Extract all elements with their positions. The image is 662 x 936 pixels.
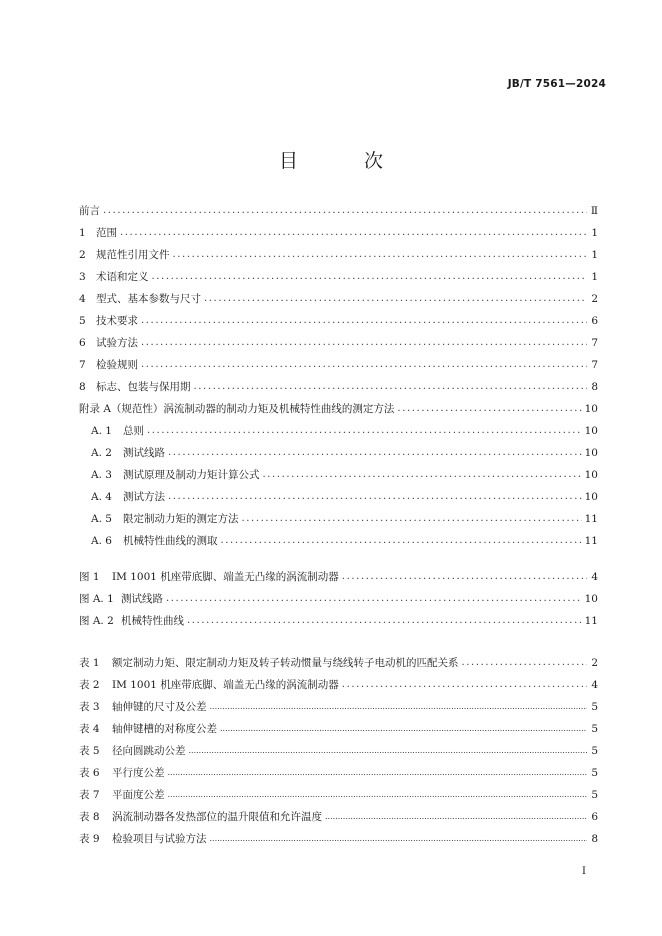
page-number: I xyxy=(582,866,586,877)
toc-entry-title: 附录 A（规范性）涡流制动器的制动力矩及机械特性曲线的测定方法 xyxy=(79,403,395,415)
table-entry[interactable] xyxy=(79,718,598,736)
page-title: 目 次 xyxy=(278,150,414,172)
toc-entry-number: 4 xyxy=(79,293,86,305)
toc-entry-title: 测试方法 xyxy=(123,491,165,503)
toc-entry-annex-a[interactable] xyxy=(79,398,598,416)
toc-entry-number: A. 5 xyxy=(91,513,112,525)
toc-page-number: 1 xyxy=(591,227,598,239)
dot-leader xyxy=(242,512,582,526)
toc-entry-number: 6 xyxy=(79,337,86,349)
toc-page-number: 2 xyxy=(591,293,598,305)
toc-entry[interactable] xyxy=(79,332,598,350)
toc-page-number: 8 xyxy=(591,833,598,845)
toc-entry-number: 5 xyxy=(79,315,86,327)
standard-code: JB/T 7561—2024 xyxy=(507,78,606,90)
table-number: 表 6 xyxy=(79,767,100,779)
toc-entry-title: 限定制动力矩的测定方法 xyxy=(123,513,239,525)
table-entry[interactable] xyxy=(79,828,598,846)
dot-leader xyxy=(189,744,588,758)
dot-leader xyxy=(168,766,588,780)
toc-entry[interactable] xyxy=(79,354,598,372)
figure-entry[interactable] xyxy=(79,588,598,606)
toc-page-number: 10 xyxy=(584,491,598,503)
dot-leader xyxy=(342,570,587,584)
dot-leader xyxy=(147,424,582,438)
toc-page-number: 5 xyxy=(591,745,598,757)
dot-leader xyxy=(166,592,582,606)
toc-subentry[interactable] xyxy=(91,464,598,482)
dot-leader xyxy=(168,446,582,460)
toc-entry-title: 前言 xyxy=(79,205,100,217)
figure-title: 机械特性曲线 xyxy=(121,615,184,627)
toc-entry-title: 范围 xyxy=(96,227,117,239)
dot-leader xyxy=(152,270,588,284)
toc-page-number: 10 xyxy=(584,425,598,437)
toc-entry-title: 技术要求 xyxy=(96,315,138,327)
toc-entry-number: 7 xyxy=(79,359,86,371)
table-title: 额定制动力矩、限定制动力矩及转子转动惯量与绕线转子电动机的匹配关系 xyxy=(112,657,459,669)
table-number: 表 8 xyxy=(79,811,100,823)
table-title: 平面度公差 xyxy=(112,789,165,801)
toc-page-number: Ⅱ xyxy=(590,205,598,217)
toc-page-number: 10 xyxy=(584,469,598,481)
toc-entry[interactable] xyxy=(79,266,598,284)
dot-leader xyxy=(263,468,582,482)
toc-page-number: 7 xyxy=(591,337,598,349)
toc-page-number: 2 xyxy=(591,657,598,669)
table-title: IM 1001 机座带底脚、端盖无凸缘的涡流制动器 xyxy=(112,679,339,691)
toc-entry-title: 测试原理及制动力矩计算公式 xyxy=(123,469,260,481)
toc-subentry[interactable] xyxy=(91,486,598,504)
dot-leader xyxy=(220,722,587,736)
toc-page-number: 10 xyxy=(584,403,598,415)
table-entry[interactable] xyxy=(79,806,598,824)
table-title: 径向圆跳动公差 xyxy=(112,745,186,757)
toc-entry-title: 规范性引用文件 xyxy=(96,249,170,261)
toc-page-number: 5 xyxy=(591,701,598,713)
dot-leader xyxy=(397,402,581,416)
toc-entry-title: 机械特性曲线的测取 xyxy=(123,535,218,547)
toc-subentry[interactable] xyxy=(91,420,598,438)
dot-leader xyxy=(221,534,582,548)
table-entry[interactable] xyxy=(79,740,598,758)
table-entry[interactable] xyxy=(79,652,598,670)
toc-entry-number: A. 1 xyxy=(91,425,112,437)
table-number: 表 4 xyxy=(79,723,100,735)
table-number: 表 9 xyxy=(79,833,100,845)
figure-title: 测试线路 xyxy=(121,593,163,605)
dot-leader xyxy=(194,380,588,394)
toc-entry[interactable] xyxy=(79,222,598,240)
toc-entry-title: 型式、基本参数与尺寸 xyxy=(96,293,201,305)
toc-page-number: 8 xyxy=(591,381,598,393)
dot-leader xyxy=(342,678,587,692)
toc-page-number: 11 xyxy=(584,535,598,547)
table-entry[interactable] xyxy=(79,674,598,692)
dot-leader xyxy=(168,490,582,504)
toc-entry-number: A. 4 xyxy=(91,491,112,503)
table-title: 轴伸键的尺寸及公差 xyxy=(112,701,207,713)
figure-title: IM 1001 机座带底脚、端盖无凸缘的涡流制动器 xyxy=(112,571,339,583)
toc-entry[interactable] xyxy=(79,288,598,306)
toc-page-number: 6 xyxy=(591,315,598,327)
table-entry[interactable] xyxy=(79,696,598,714)
toc-page-number: 6 xyxy=(591,811,598,823)
toc-entry-title: 测试线路 xyxy=(123,447,165,459)
table-entry[interactable] xyxy=(79,784,598,802)
dot-leader xyxy=(325,810,587,824)
table-title: 平行度公差 xyxy=(112,767,165,779)
dot-leader xyxy=(141,314,587,328)
table-title: 检验项目与试验方法 xyxy=(112,833,207,845)
table-number: 表 2 xyxy=(79,679,100,691)
dot-leader xyxy=(103,204,587,218)
dot-leader xyxy=(210,700,588,714)
dot-leader xyxy=(141,358,587,372)
table-number: 表 3 xyxy=(79,701,100,713)
toc-page-number: 11 xyxy=(584,615,598,627)
toc-entry-number: 1 xyxy=(79,227,86,239)
toc-entry-number: A. 2 xyxy=(91,447,112,459)
toc-entry-number: A. 6 xyxy=(91,535,112,547)
dot-leader xyxy=(187,614,582,628)
toc-page-number: 7 xyxy=(591,359,598,371)
dot-leader xyxy=(120,226,587,240)
table-number: 表 5 xyxy=(79,745,100,757)
toc-entry-title: 试验方法 xyxy=(96,337,138,349)
toc-entry[interactable] xyxy=(79,310,598,328)
toc-subentry[interactable] xyxy=(91,508,598,526)
toc-entry[interactable] xyxy=(79,244,598,262)
table-title: 涡流制动器各发热部位的温升限值和允许温度 xyxy=(112,811,322,823)
table-title: 轴伸键槽的对称度公差 xyxy=(112,723,217,735)
toc-entry-number: A. 3 xyxy=(91,469,112,481)
table-number: 表 7 xyxy=(79,789,100,801)
figure-number: 图 A. 2 xyxy=(79,615,114,627)
toc-entry-number: 3 xyxy=(79,271,86,283)
toc-entry-number: 8 xyxy=(79,381,86,393)
dot-leader xyxy=(204,292,587,306)
dot-leader xyxy=(168,788,588,802)
figure-entry[interactable] xyxy=(79,566,598,584)
toc-page-number: 5 xyxy=(591,723,598,735)
toc-entry-title: 总则 xyxy=(123,425,144,437)
toc-entry-title: 检验规则 xyxy=(96,359,138,371)
toc-entry-title: 术语和定义 xyxy=(96,271,149,283)
toc-subentry[interactable] xyxy=(91,442,598,460)
figure-entry[interactable] xyxy=(79,610,598,628)
toc-page-number: 4 xyxy=(591,571,598,583)
toc-entry[interactable] xyxy=(79,376,598,394)
toc-page-number: 10 xyxy=(584,447,598,459)
table-entry[interactable] xyxy=(79,762,598,780)
toc-page-number: 1 xyxy=(591,249,598,261)
toc-subentry[interactable] xyxy=(91,530,598,548)
figure-number: 图 1 xyxy=(79,571,100,583)
figure-number: 图 A. 1 xyxy=(79,593,114,605)
toc-page-number: 10 xyxy=(584,593,598,605)
toc-page-number: 5 xyxy=(591,767,598,779)
toc-page-number: 4 xyxy=(591,679,598,691)
dot-leader xyxy=(210,832,588,846)
dot-leader xyxy=(462,656,588,670)
toc-entry-foreword[interactable] xyxy=(79,200,598,218)
table-number: 表 1 xyxy=(79,657,100,669)
toc-entry-title: 标志、包装与保用期 xyxy=(96,381,191,393)
dot-leader xyxy=(141,336,587,350)
toc-page-number: 11 xyxy=(584,513,598,525)
toc-entry-number: 2 xyxy=(79,249,86,261)
toc-page-number: 1 xyxy=(591,271,598,283)
toc-page-number: 5 xyxy=(591,789,598,801)
dot-leader xyxy=(173,248,588,262)
